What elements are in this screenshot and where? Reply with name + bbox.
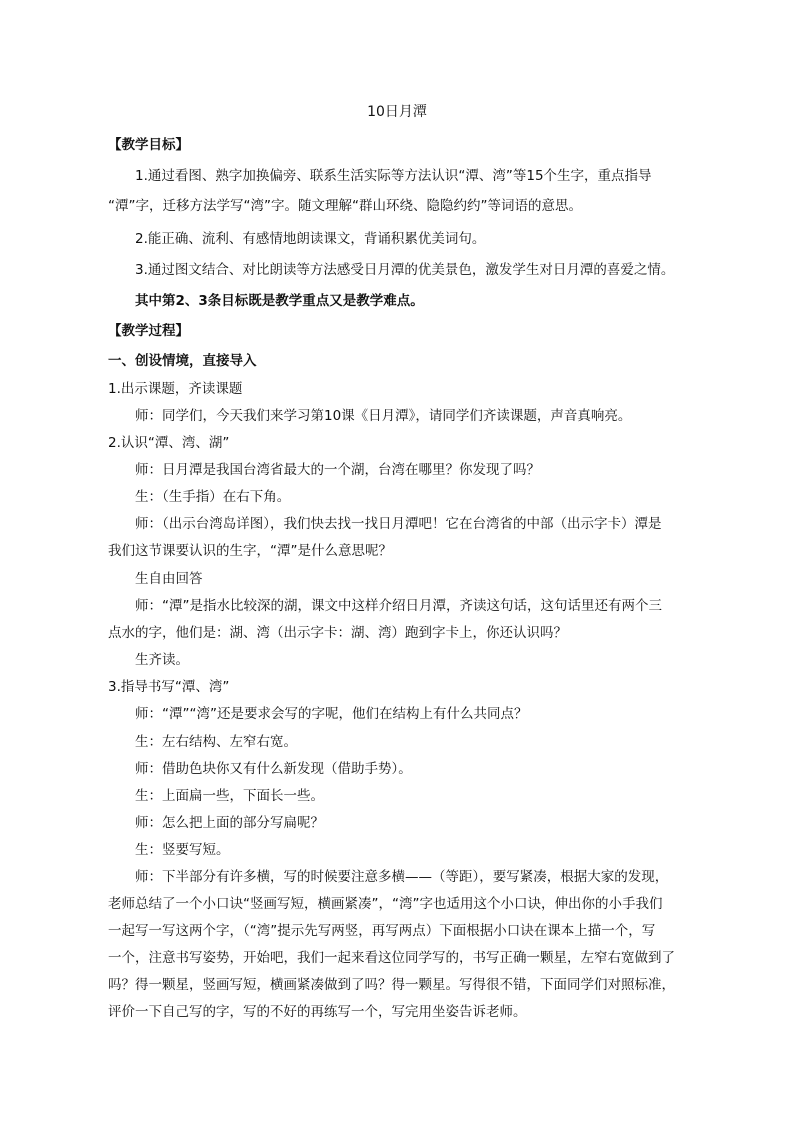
step-2-student-line-3: 生齐读。 [135, 652, 189, 668]
step-2-student-line-1: 生：（生手指）在右下角。 [135, 489, 291, 505]
step-3-teacher-line-4b: 老师总结了一个小口诀“竖画写短，横画紧凑”，“湾”字也适用这个小口诀，伸出你的小手我们 [108, 896, 663, 912]
step-3-student-line-3: 生：竖要写短。 [135, 842, 230, 858]
objectives-heading: 【教学目标】 [108, 137, 189, 153]
step-3-student-line-1: 生：左右结构、左窄右宽。 [135, 734, 297, 750]
step-3-teacher-line-4e: 吗？得一颗星，竖画写短，横画紧凑做到了吗？得一颗星。写得很不错，下面同学们对照标准， [108, 977, 675, 993]
objective-1-line-2: “潭”字，迁移方法学写“湾”字。随文理解“群山环绕、隐隐约约”等词语的意思。 [108, 198, 582, 214]
step-2-teacher-line-2b: 我们这节课要认识的生字，“潭”是什么意思呢？ [108, 543, 392, 559]
step-2-title: 2.认识“潭、湾、湖” [108, 435, 230, 451]
step-2-teacher-line-3b: 点水的字，他们是：湖、湾（出示字卡：湖、湾）跑到字卡上，你还认识吗？ [108, 625, 567, 641]
objective-3: 3.通过图文结合、对比朗读等方法感受日月潭的优美景色，激发学生对日月潭的喜爱之情。 [135, 262, 675, 278]
step-3-teacher-line-4c: 一起写一写这两个字，（“湾”提示先写两竖，再写两点）下面根据小口诀在课本上描一个，写 [108, 923, 656, 939]
step-1-teacher-line: 师：同学们，今天我们来学习第10课《日月潭》，请同学们齐读课题，声音真响亮。 [135, 408, 632, 424]
lesson-title: 10日月潭 [367, 104, 427, 120]
step-3-teacher-line-1: 师：“潭”“湾”还是要求会写的字呢，他们在结构上有什么共同点？ [135, 706, 528, 722]
step-3-teacher-line-4d: 一个，注意书写姿势，开始吧，我们一起来看这位同学写的，书写正确一颗星，左窄右宽做到了 [108, 950, 675, 966]
section-1-heading: 一、创设情境，直接导入 [108, 353, 257, 369]
step-3-teacher-line-4a: 师：下半部分有许多横，写的时候要注意多横——（等距），要写紧凑，根据大家的发现， [135, 869, 669, 885]
objective-1-line-1: 1.通过看图、熟字加换偏旁、联系生活实际等方法认识“潭、湾”等15个生字，重点指导 [135, 168, 652, 184]
process-heading: 【教学过程】 [108, 323, 189, 339]
step-3-teacher-line-3: 师：怎么把上面的部分写扁呢？ [135, 815, 324, 831]
step-2-teacher-line-3a: 师：“潭”是指水比较深的湖，课文中这样介绍日月潭，齐读这句话，这句话里还有两个三 [135, 598, 662, 614]
key-difficulty-note: 其中第2、3条目标既是教学重点又是教学难点。 [135, 293, 424, 309]
step-1-title: 1.出示课题，齐读课题 [108, 381, 243, 397]
objective-2: 2.能正确、流利、有感情地朗读课文，背诵积累优美词句。 [135, 231, 486, 247]
step-2-teacher-line-2a: 师：（出示台湾岛详图），我们快去找一找日月潭吧！它在台湾省的中部（出示字卡）潭是 [135, 516, 662, 532]
step-3-teacher-line-2: 师：借助色块你又有什么新发现（借助手势）。 [135, 761, 412, 777]
step-2-teacher-line-1: 师：日月潭是我国台湾省最大的一个湖，台湾在哪里？你发现了吗？ [135, 462, 540, 478]
step-3-title: 3.指导书写“潭、湾” [108, 679, 230, 695]
step-3-teacher-line-4f: 评价一下自己写的字，写的不好的再练写一个，写完用坐姿告诉老师。 [108, 1004, 527, 1020]
step-3-student-line-2: 生：上面扁一些，下面长一些。 [135, 788, 324, 804]
step-2-student-line-2: 生自由回答 [135, 571, 203, 587]
